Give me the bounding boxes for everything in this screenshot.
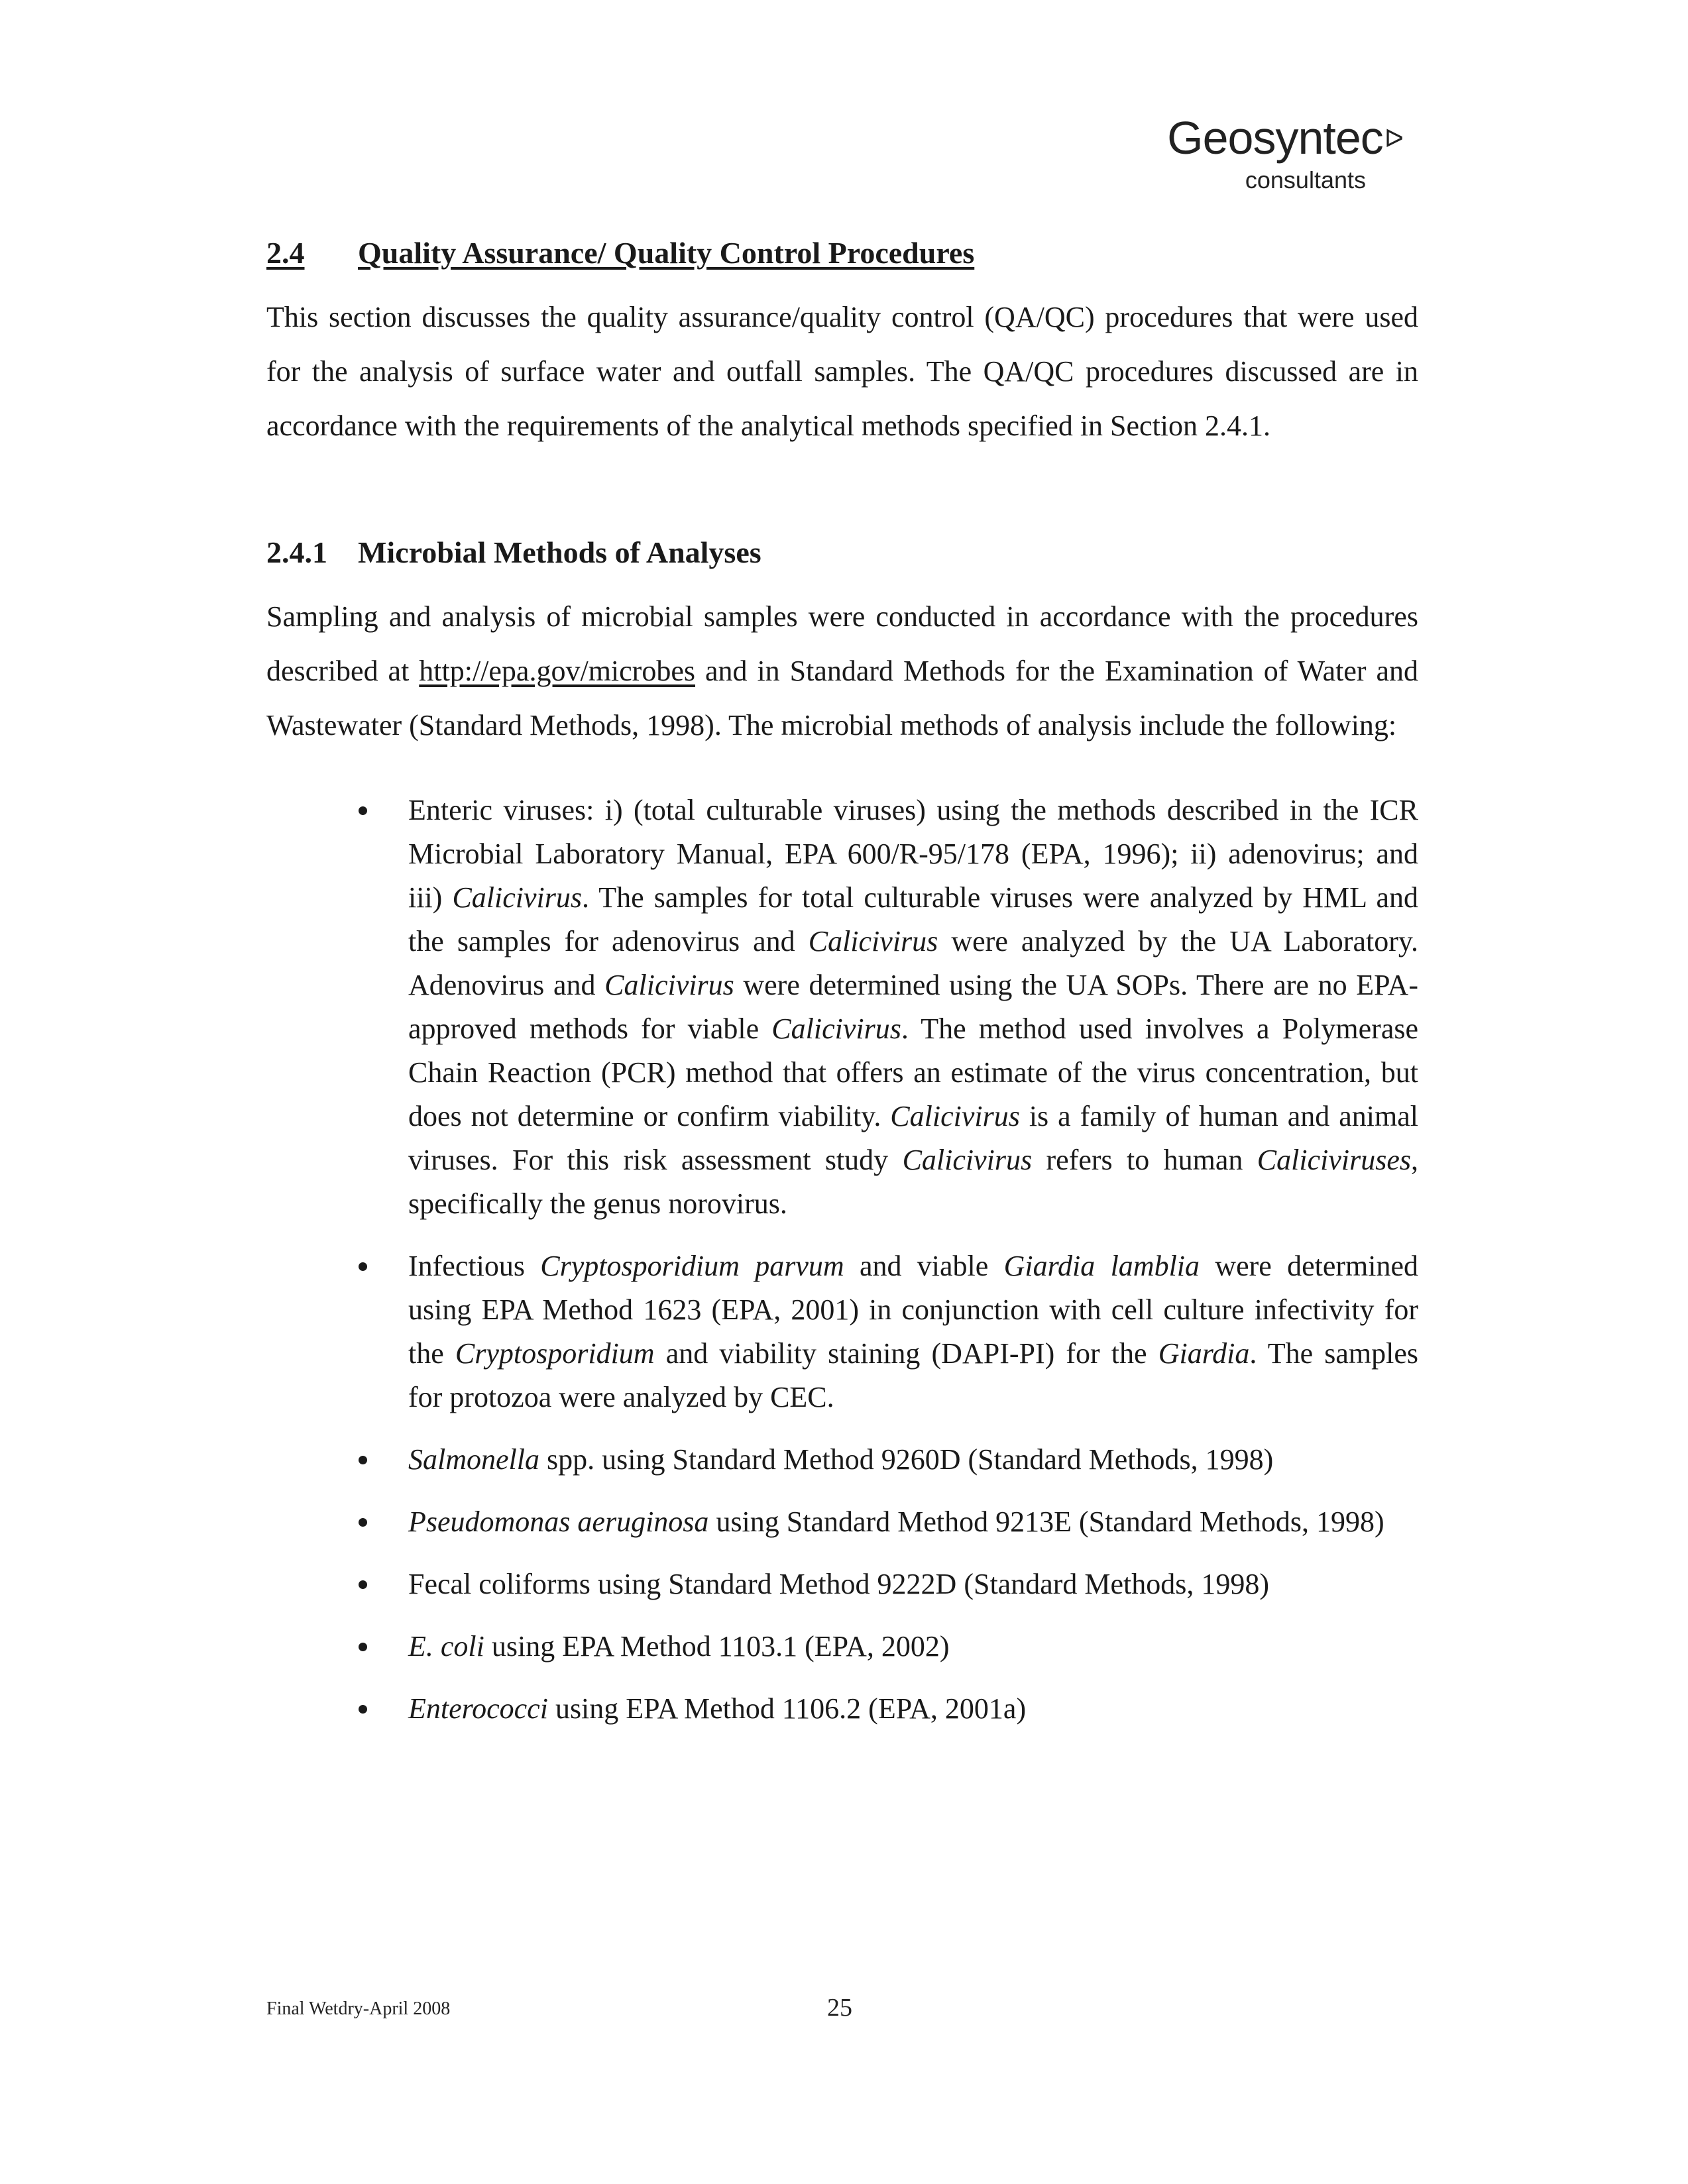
logo-subtitle: consultants: [1245, 166, 1366, 193]
section-number: 2.4: [266, 236, 305, 270]
subsection-title: Microbial Methods of Analyses: [358, 535, 761, 569]
paragraph-text: and in Standard Methods for the Examination of Water and Wastewater (Standard Methods, 1998). The microbial methods of analysis include the following:: [266, 655, 1419, 741]
list-item-fecal-coliforms: Fecal coliforms using Standard Method 9222D (Standard Methods, 1998): [408, 1562, 1418, 1606]
section-heading-2-4: [266, 233, 1418, 273]
bullet-icon: [359, 1705, 367, 1714]
bullet-icon: [359, 1262, 367, 1271]
list-item-enterococci: Enterococci using EPA Method 1106.2 (EPA, 2001a): [408, 1687, 1418, 1731]
epa-microbes-link[interactable]: http://epa.gov/microbes: [419, 655, 695, 687]
paragraph-text: Sampling and analysis of microbial samples were conducted in accordance with the procedures described at: [266, 600, 1418, 687]
bullet-icon: [359, 1518, 367, 1527]
bullet-icon: [359, 806, 367, 815]
document-body: [266, 233, 1418, 1749]
list-item-protozoa: Infectious Cryptosporidium parvum and viable Giardia lamblia were determined using EPA Method 1623 (EPA, 2001) in conjunction with cell culture infectivity for the Cryptosporidium and viability staining (DAPI-PI) for the Giardia. The samples for protozoa were analyzed by CEC.: [408, 1244, 1418, 1419]
company-logo: [1167, 111, 1403, 193]
logo-text: Geosyntec: [1167, 112, 1383, 164]
section-heading-2-4-1: [266, 533, 1418, 573]
section-2-4-1-paragraph: [266, 590, 1418, 753]
page-number: 25: [827, 1994, 852, 2022]
list-item-e-coli: E. coli using EPA Method 1103.1 (EPA, 2002): [408, 1625, 1418, 1668]
logo-arrow-icon: ᐅ: [1384, 125, 1403, 153]
logo-wordmark: [1167, 111, 1403, 164]
microbial-methods-list: [266, 789, 1418, 1731]
list-item-pseudomonas: Pseudomonas aeruginosa using Standard Method 9213E (Standard Methods, 1998): [408, 1500, 1418, 1544]
section-2-4-paragraph: This section discusses the quality assurance/quality control (QA/QC) procedures that were used for the analysis of surface water and outfall samples. The QA/QC procedures discussed are in accordance with the requirements of the analytical methods specified in Section 2.4.1.: [266, 301, 1418, 442]
subsection-number: 2.4.1: [266, 535, 327, 569]
footer-document-label: Final Wetdry-April 2008: [266, 1998, 451, 2019]
section-title: Quality Assurance/ Quality Control Procedures: [358, 236, 975, 270]
bullet-icon: [359, 1456, 367, 1464]
list-item-salmonella: Salmonella spp. using Standard Method 9260D (Standard Methods, 1998): [408, 1438, 1418, 1482]
bullet-icon: [359, 1580, 367, 1589]
list-item-enteric-viruses: Enteric viruses: i) (total culturable viruses) using the methods described in the ICR Microbial Laboratory Manual, EPA 600/R-95/178 (EPA, 1996); ii) adenovirus; and iii) Calicivirus. The samples for total culturable viruses were analyzed by HML and the samples for adenovirus and Calicivirus were analyzed by the UA Laboratory. Adenovirus and Calicivirus were determined using the UA SOPs. There are no EPA-approved methods for viable Calicivirus. The method used involves a Polymerase Chain Reaction (PCR) method that offers an estimate of the virus concentration, but does not determine or confirm viability. Calicivirus is a family of human and animal viruses. For this risk assessment study Calicivirus refers to human Caliciviruses, specifically the genus norovirus.: [408, 789, 1418, 1226]
bullet-icon: [359, 1643, 367, 1651]
